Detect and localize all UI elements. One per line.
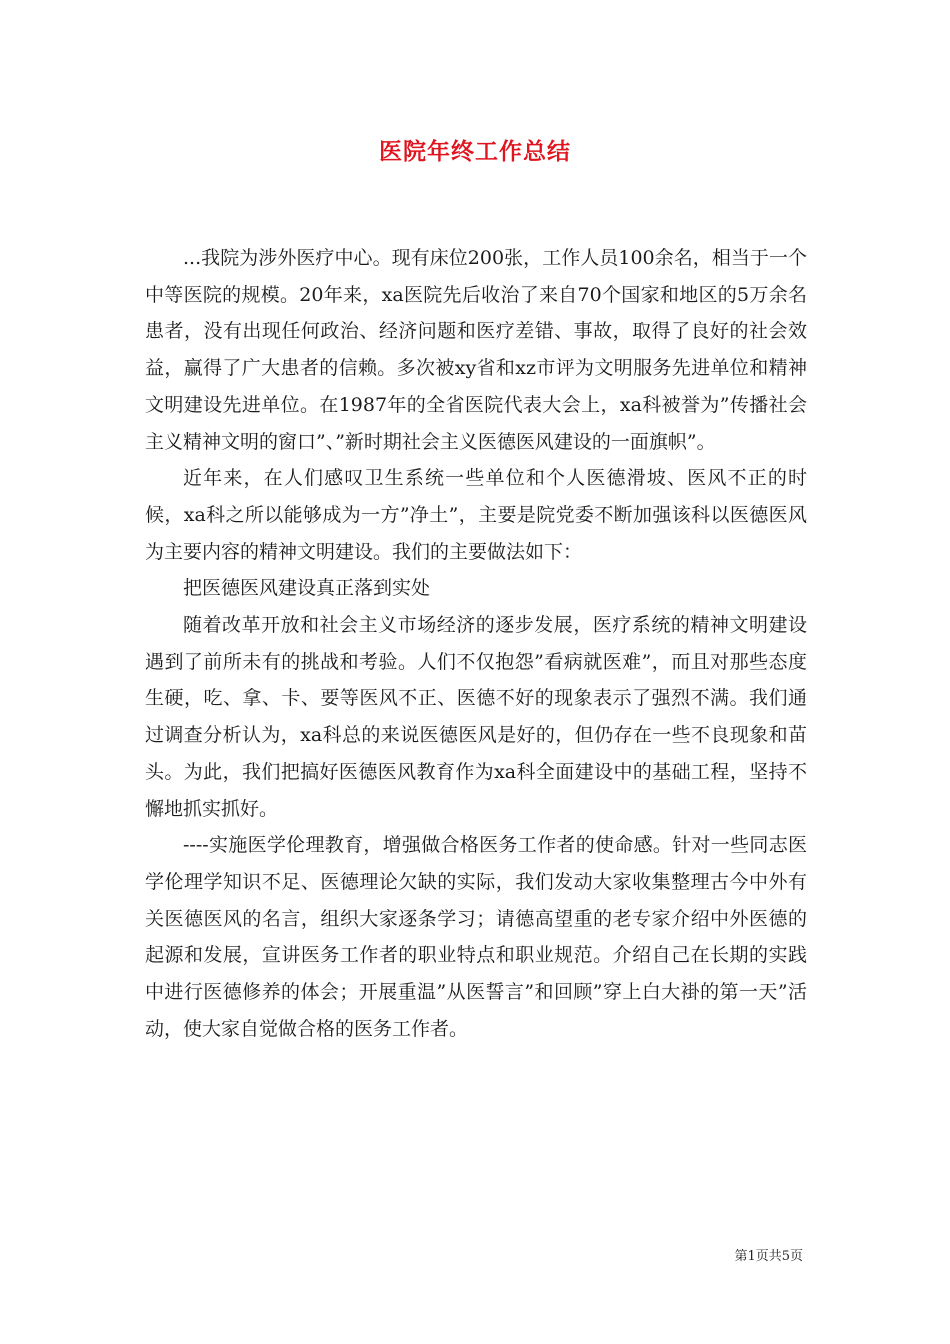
section-heading: 把医德医风建设真正落到实处 [183, 577, 431, 600]
paragraph: ----实施医学伦理教育，增强做合格医务工作者的使命感。针对一些同志医学伦理学知识不足、医德理论欠缺的实际，我们发动大家收集整理古今中外有关医德医风的名言，组织大家逐条学习；请德高望重的老专家介绍中外医德的起源和发展，宣讲医务工作者的职业特点和职业规范。介绍自己在长期的实践中进行医德修养的体会；开展重温”从医誓言”和回顾”穿上白大褂的第一天”活动，使大家自觉做合格的医务工作者。 [145, 834, 807, 1040]
document-body [145, 240, 807, 1047]
paragraph: 随着改革开放和社会主义市场经济的逐步发展，医疗系统的精神文明建设遇到了前所未有的挑战和考验。人们不仅抱怨”看病就医难”，而且对那些态度生硬，吃、拿、卡、要等医风不正、医德不好的现象表示了强烈不满。我们通过调查分析认为，xa科总的来说医德医风是好的，但仍存在一些不良现象和苗头。为此，我们把搞好医德医风教育作为xa科全面建设中的基础工程，坚持不懈地抓实抓好。 [145, 614, 807, 820]
document-title: 医院年终工作总结 [379, 139, 571, 165]
paragraph: 近年来，在人们感叹卫生系统一些单位和个人医德滑坡、医风不正的时候，xa科之所以能够成为一方”净土”，主要是院党委不断加强该科以医德医风为主要内容的精神文明建设。我们的主要做法如下： [145, 467, 807, 563]
page-number: 第1页共5页 [734, 1249, 803, 1264]
paragraph: ...我院为涉外医疗中心。现有床位200张，工作人员100余名，相当于一个中等医院的规模。20年来，xa医院先后收治了来自70个国家和地区的5万余名患者，没有出现任何政治、经济问题和医疗差错、事故，取得了良好的社会效益，赢得了广大患者的信赖。多次被xy省和xz市评为文明服务先进单位和精神文明建设先进单位。在1987年的全省医院代表大会上，xa科被誉为”传播社会主义精神文明的窗口”、”新时期社会主义医德医风建设的一面旗帜”。 [145, 247, 807, 453]
